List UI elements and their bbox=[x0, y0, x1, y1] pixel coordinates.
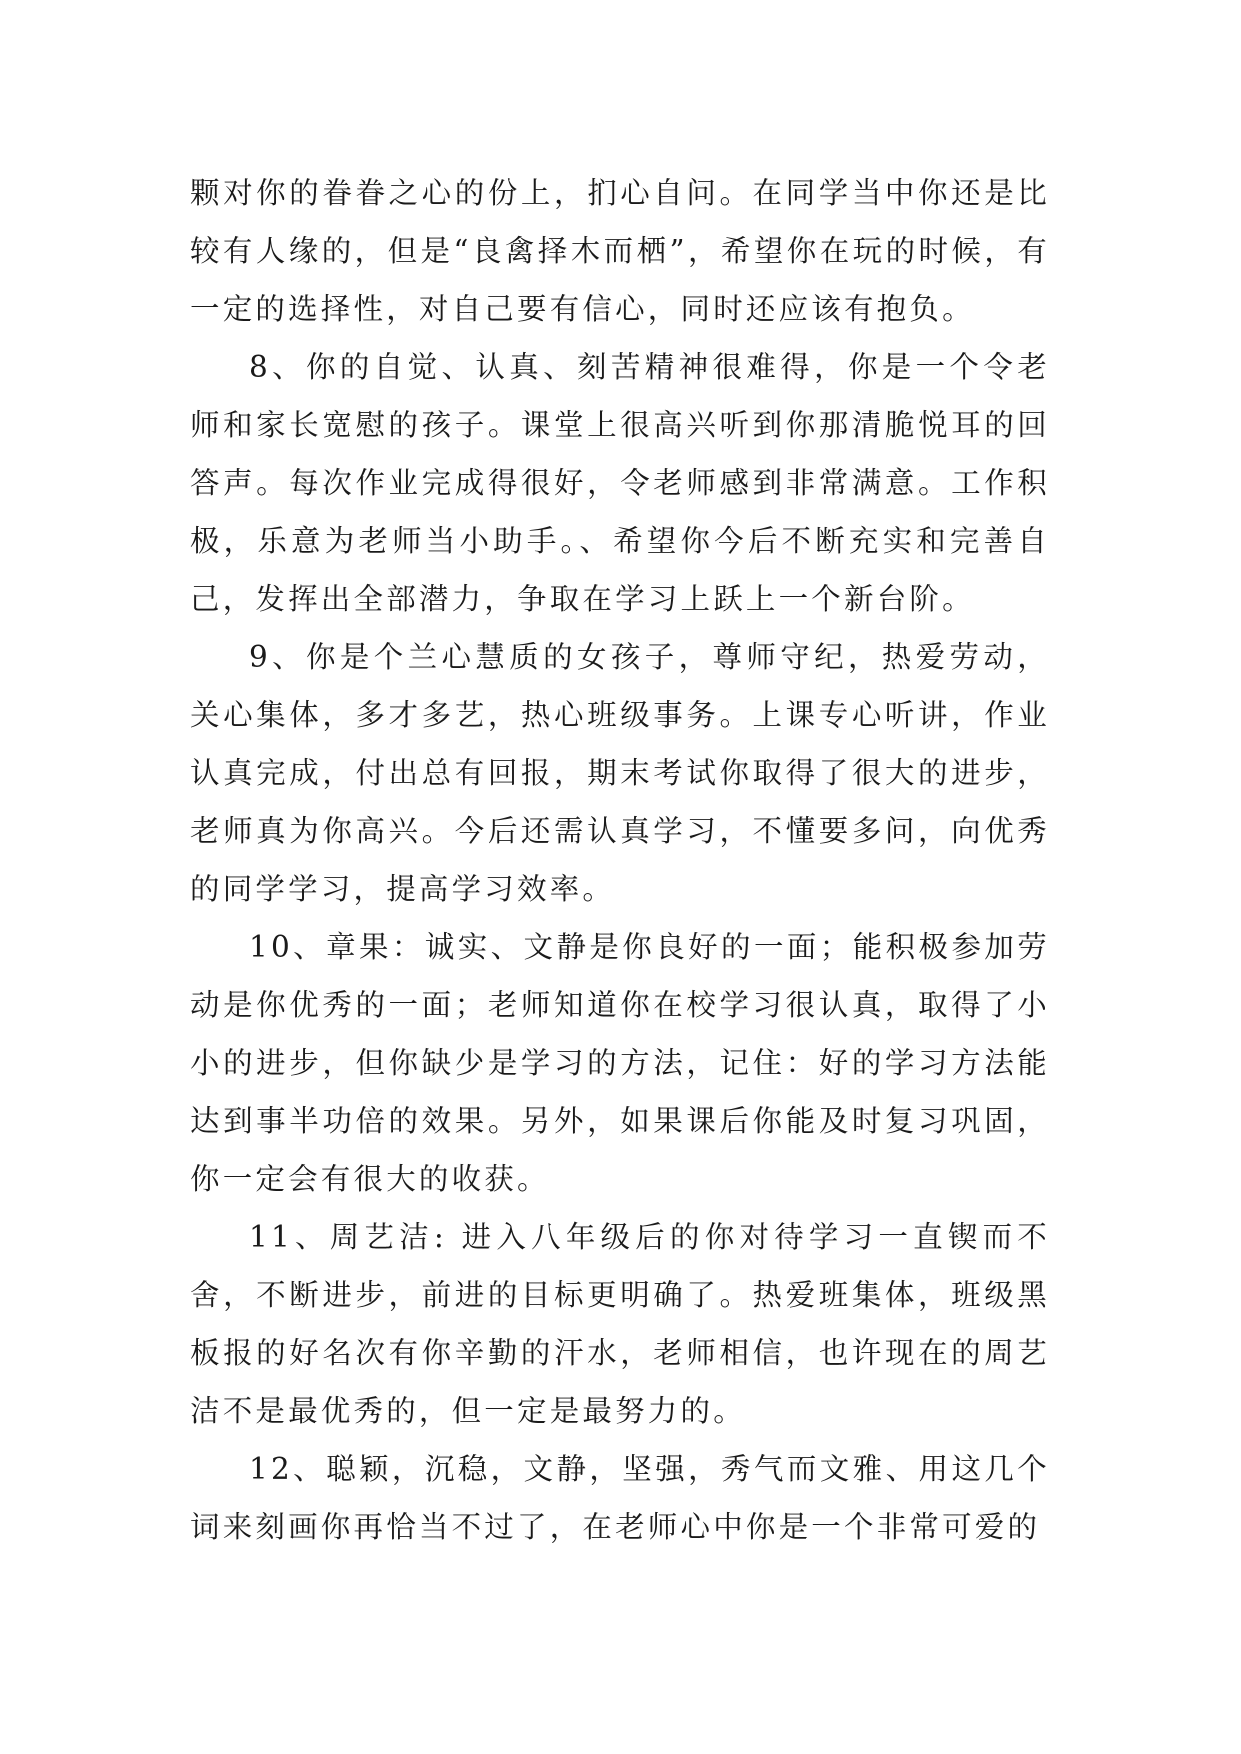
paragraph-comment-12: 12、聪颖，沉稳，文静，坚强，秀气而文雅、用这几个词来刻画你再恰当不过了，在老师心中你是一个非常可爱的 bbox=[190, 1452, 1050, 1544]
document-body bbox=[190, 164, 1050, 1556]
paragraph-comment-9: 9、你是个兰心慧质的女孩子，尊师守纪，热爱劳动，关心集体，多才多艺，热心班级事务。上课专心听讲，作业认真完成，付出总有回报，期末考试你取得了很大的进步，老师真为你高兴。今后还需认真学习，不懂要多问，向优秀的同学学习，提高学习效率。 bbox=[190, 640, 1050, 906]
paragraph-comment-8: 8、你的自觉、认真、刻苦精神很难得，你是一个令老师和家长宽慰的孩子。课堂上很高兴听到你那清脆悦耳的回答声。每次作业完成得很好，令老师感到非常满意。工作积极，乐意为老师当小助手。、希望你今后不断充实和完善自己，发挥出全部潜力，争取在学习上跃上一个新台阶。 bbox=[190, 350, 1050, 616]
paragraph-comment-10: 10、章果：诚实、文静是你良好的一面；能积极参加劳动是你优秀的一面；老师知道你在校学习很认真，取得了小小的进步，但你缺少是学习的方法，记住：好的学习方法能达到事半功倍的效果。另外，如果课后你能及时复习巩固，你一定会有很大的收获。 bbox=[190, 930, 1050, 1196]
paragraph-continuation: 颗对你的眷眷之心的份上，扪心自问。在同学当中你还是比较有人缘的，但是“良禽择木而栖”，希望你在玩的时候，有一定的选择性，对自己要有信心，同时还应该有抱负。 bbox=[190, 176, 1050, 326]
paragraph-comment-11: 11、周艺洁: 进入八年级后的你对待学习一直锲而不舍，不断进步，前进的目标更明确了。热爱班集体，班级黑板报的好名次有你辛勤的汗水，老师相信，也许现在的周艺洁不是最优秀的，但一定是最努力的。 bbox=[190, 1220, 1050, 1428]
